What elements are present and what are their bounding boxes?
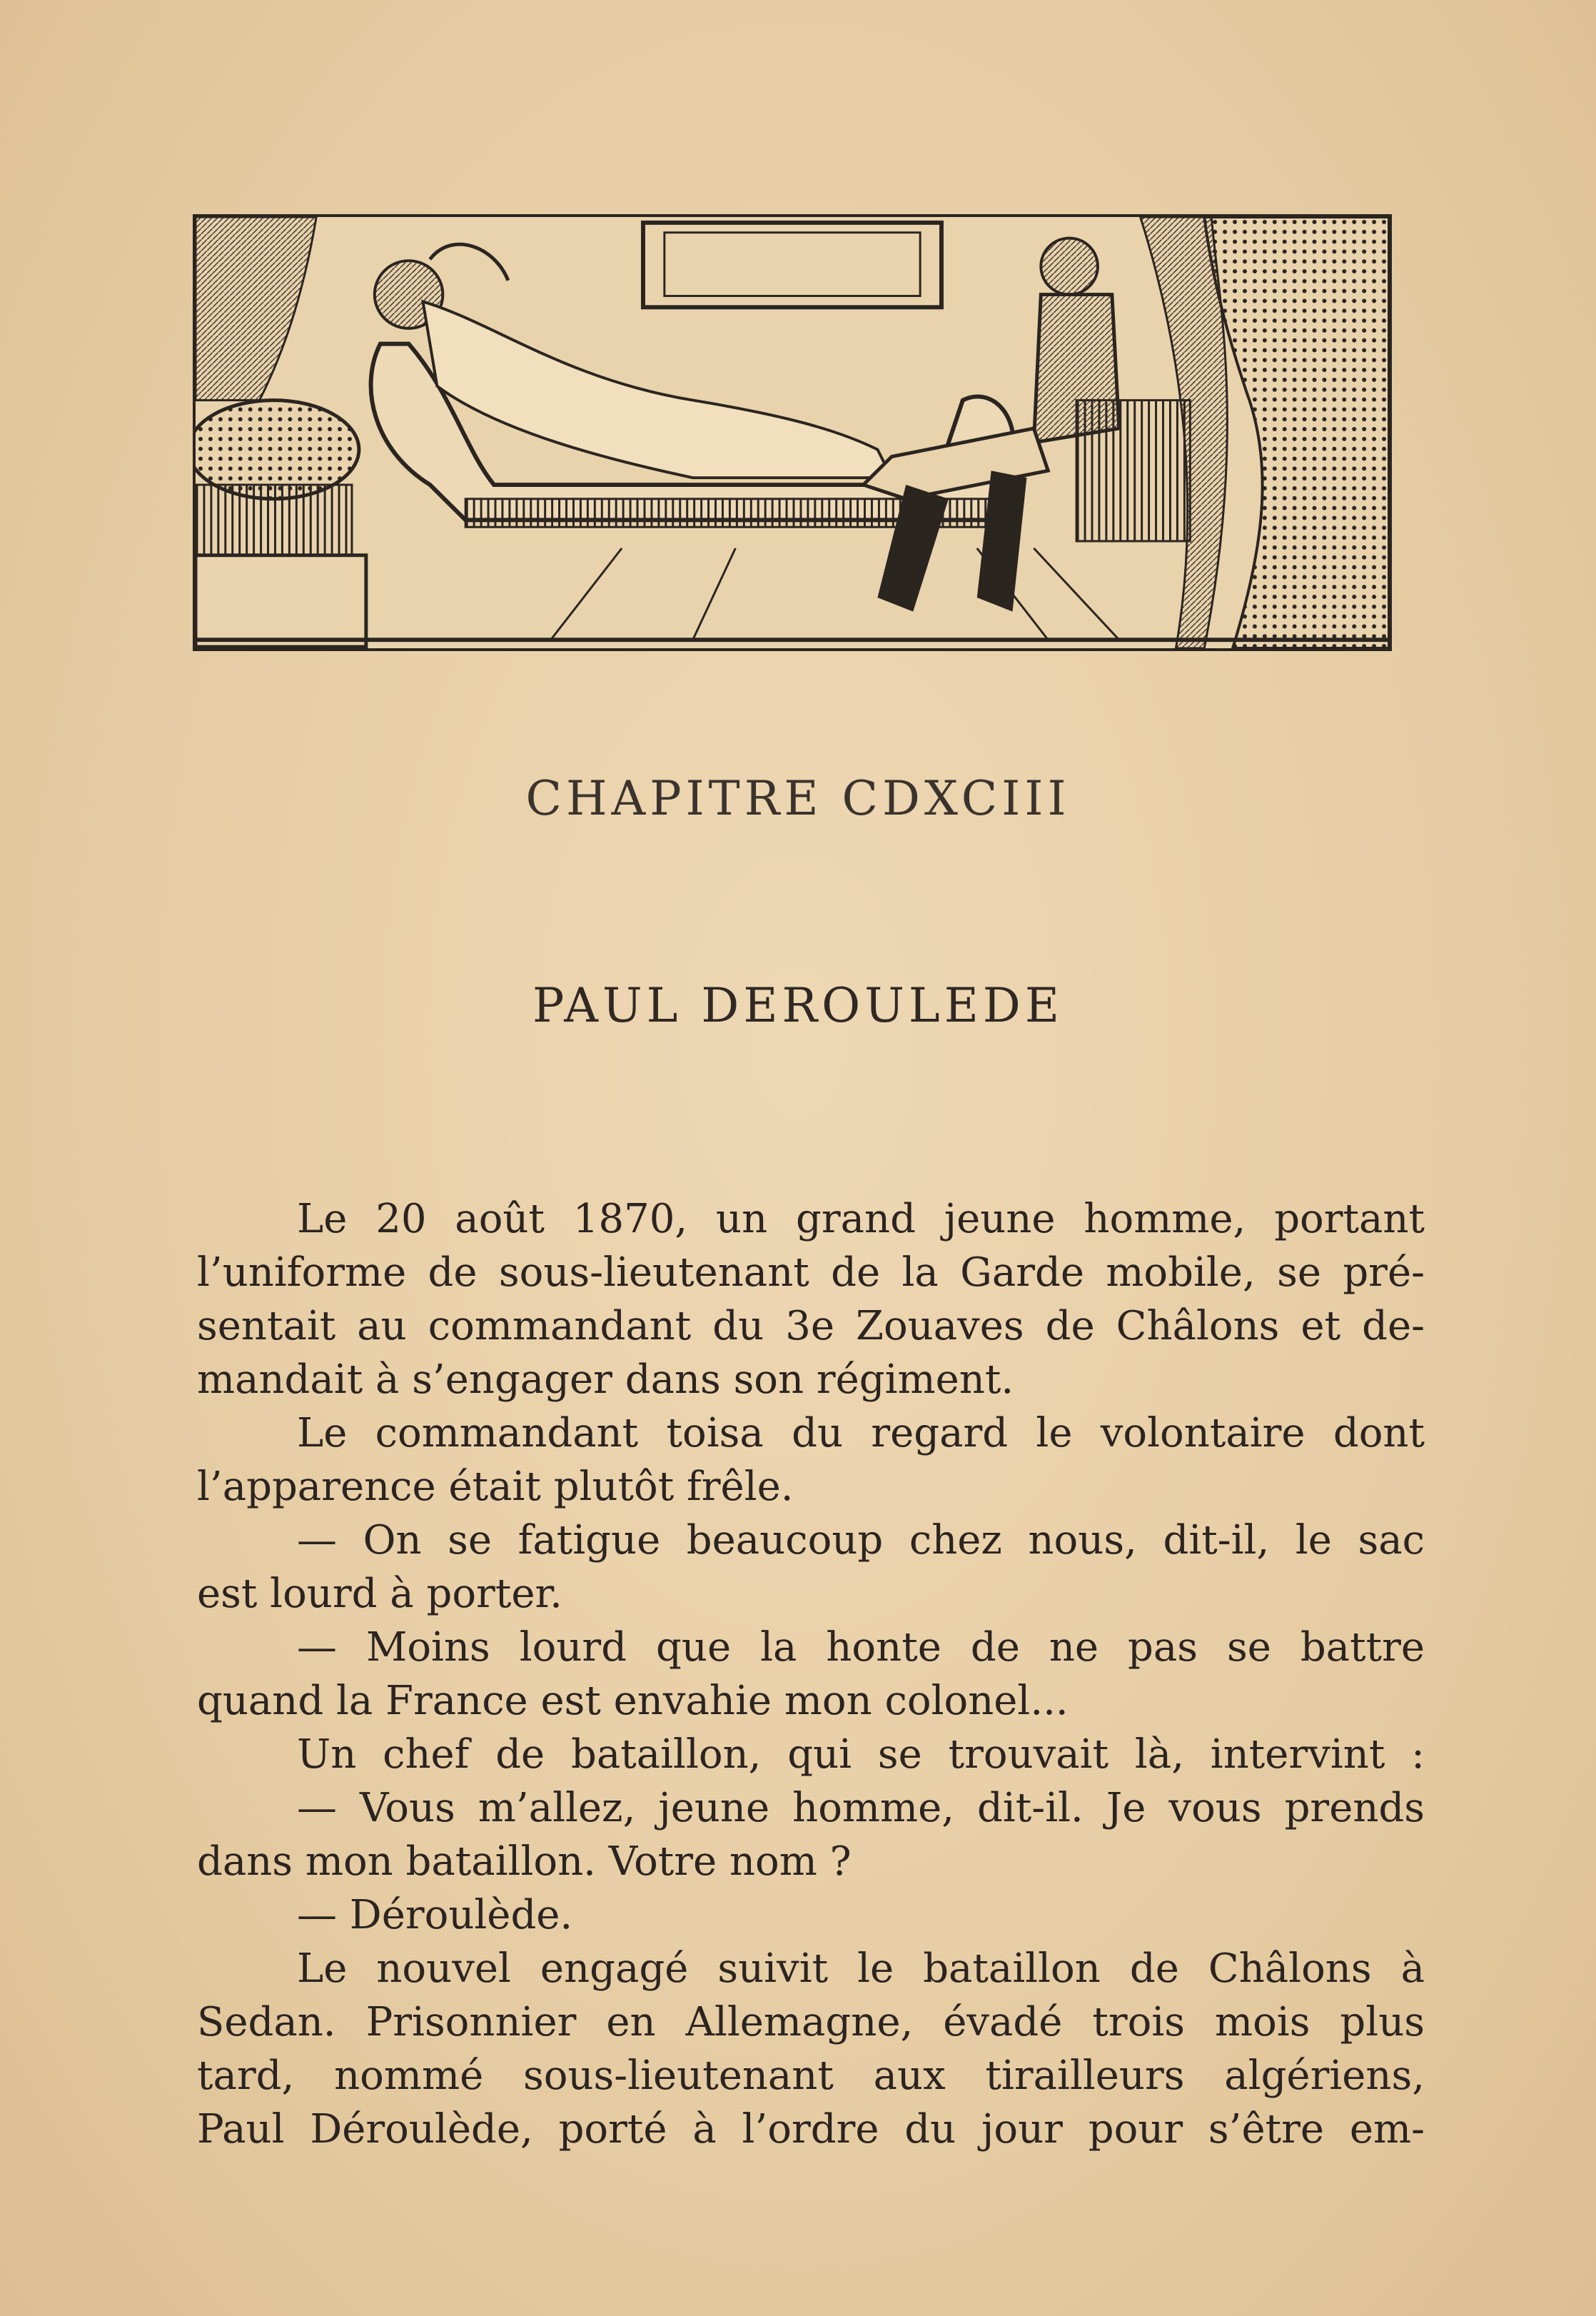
text-line: Le commandant toisa du regard le volontaire dont bbox=[297, 1410, 1425, 1456]
text-line: l’uniforme de sous-lieutenant de la Garde mobile, se pré- bbox=[197, 1249, 1425, 1296]
text-line: Sedan. Prisonnier en Allemagne, évadé trois mois plus bbox=[197, 1999, 1425, 2045]
engraving-icon bbox=[196, 217, 1389, 648]
text-line: dans mon bataillon. Votre nom ? bbox=[197, 1838, 852, 1885]
text-line: Le nouvel engagé suivit le bataillon de Châlons à bbox=[297, 1945, 1425, 1992]
text-line: est lourd à porter. bbox=[197, 1571, 562, 1617]
text-line: — Déroulède. bbox=[297, 1892, 573, 1938]
text-line: — Vous m’allez, jeune homme, dit-il. Je vous prends bbox=[297, 1785, 1425, 1831]
text-line: Un chef de bataillon, qui se trouvait là, intervint : bbox=[297, 1731, 1425, 1778]
text-line: tard, nommé sous-lieutenant aux tirailleurs algériens, bbox=[197, 2053, 1425, 2099]
text-line: l’apparence était plutôt frêle. bbox=[197, 1464, 794, 1510]
text-line: — Moins lourd que la honte de ne pas se battre bbox=[297, 1624, 1425, 1671]
text-line: Paul Déroulède, porté à l’ordre du jour pour s’être em- bbox=[197, 2106, 1425, 2153]
chapter-title: PAUL DEROULEDE bbox=[532, 978, 1064, 1033]
text-line: mandait à s’engager dans son régiment. bbox=[197, 1356, 1014, 1403]
text-line: — On se fatigue beaucoup chez nous, dit-il, le sac bbox=[297, 1517, 1425, 1564]
text-line: quand la France est envahie mon colonel... bbox=[197, 1678, 1069, 1724]
chapter-heading: CHAPITRE CDXCIII bbox=[525, 771, 1071, 826]
text-line: sentait au commandant du 3e Zouaves de Châlons et de- bbox=[197, 1303, 1425, 1349]
chapter-header-engraving bbox=[193, 214, 1392, 651]
text-line: Le 20 août 1870, un grand jeune homme, portant bbox=[297, 1196, 1425, 1242]
body-text bbox=[197, 1192, 1425, 2156]
